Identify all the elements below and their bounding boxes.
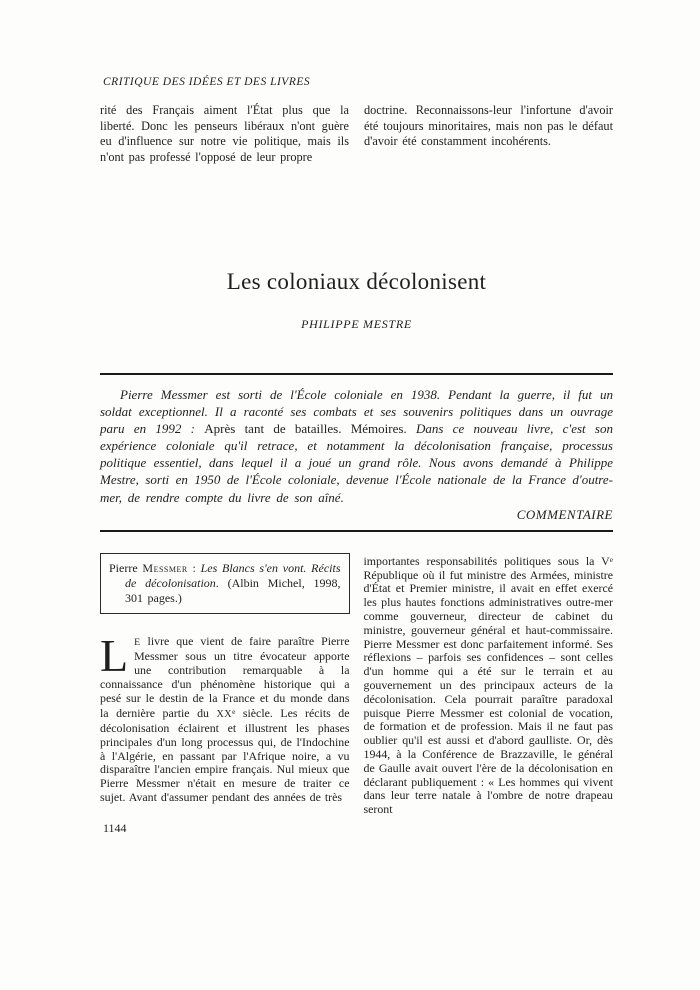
body-left-text-2: siècle. Les récits de décolonisation éclairent et illustrent les phases principales d'un long processus qui, de l'Indochine à l'Algérie, en passant par l'Afrique noire, a vu disparaître l'ancien empire français. Nul mieux que Pierre Messmer n'était en mesure de traiter ce sujet. Avant d'assumer pendant des années de très (100, 706, 350, 804)
republic-numeral: V (601, 553, 610, 568)
lead-cap: E (134, 637, 141, 649)
reference-box (100, 553, 350, 614)
century-numeral: XX (216, 709, 233, 721)
article-title: Les coloniaux décolonisent (226, 269, 487, 294)
lead-text-italic-1: Pierre Messmer est sorti de l'École coloniale en 1938. Pendant la guerre, il fut un soldat exceptionnel. Il a raconté ses combats et ses souvenirs politiques dans un ouvrage paru en 1992 : (100, 387, 613, 437)
article-lead-section (100, 373, 613, 532)
ref-publication: . (Albin Michel, 1998, 301 pages.) (125, 575, 341, 605)
body-left-paragraph (100, 630, 350, 804)
body-left-text-1: livre que vient de faire paraître Pierre Messmer sous un titre évocateur apporte une contribution remarquable à la connaissance d'un phénomène historique qui a pesé sur le destin de la France et du monde dans la dernière partie du (100, 634, 350, 721)
prev-article-right-column: doctrine. Reconnaissons-leur l'infortune d'avoir été toujours minoritaires, mais non pas le défaut d'avoir été constamment incohérents. (364, 103, 613, 149)
lead-text-italic-2: Dans ce nouveau livre, c'est son expérience coloniale qu'il retrace, et notamment la décolonisation française, processus politique essentiel, dans lequel il a joué un grand rôle. Nous avons demandé à Philippe Mestre, sorti en 1950 de l'École coloniale, devenue l'École nationale de la France d'outre-mer, de rendre compte du livre de son aîné. (100, 421, 613, 505)
article-lead (100, 386, 613, 506)
reference-citation (109, 561, 341, 605)
ref-author-surname: Messmer (142, 561, 188, 575)
ref-book-title: Les Blancs s'en vont. Récits de décolonisation (125, 561, 341, 590)
bottom-divider (100, 530, 613, 532)
century-superscript: e (232, 707, 236, 717)
body-right-text-2: République où il fut ministre des Armées, ministre d'État et Premier ministre, il avait en effet exercé les plus hautes fonctions administratives outre-mer comme gouverneur, directeur de cabinet du ministre, gouverneur général et haut-commissaire. Pierre Messmer est donc parfaitement informé. Ses réflexions – parfois ses confidences – sont celles d'un homme qui a été sur le terrain et au gouvernement un des principaux acteurs de la décolonisation. Cela pourrait paraître paradoxal puisque Pierre Messmer est colonial de vocation, de formation et de profession. Mais il ne faut pas oublier qu'il est aussi et d'abord gaulliste. Or, dès 1944, à la Conférence de Brazzaville, le général de Gaulle avait ouvert l'ère de la décolonisation en déclarant publiquement : « Les hommes qui vivent dans leur terre natale à l'ombre de notre drapeau seront (363, 567, 613, 817)
body-left-column (100, 553, 350, 817)
republic-superscript: e (609, 555, 613, 564)
body-right-paragraph (364, 553, 614, 817)
body-right-text-1: importantes responsabilités politiques sous la (363, 553, 602, 568)
article-author: PHILIPPE MESTRE (301, 317, 412, 331)
top-divider (100, 373, 613, 375)
ref-author-first: Pierre (109, 561, 143, 575)
previous-article-end (100, 103, 613, 166)
drop-cap: L (100, 630, 129, 682)
prev-article-left-column: rité des Français aiment l'État plus que la liberté. Donc les penseurs libéraux n'ont guère eu d'influence sur notre vie politique, mais ils n'ont pas professé l'opposé de leur propre (100, 103, 349, 165)
lead-rubric: COMMENTAIRE (516, 506, 613, 522)
lead-book-title: Après tant de batailles. Mémoires. (204, 421, 407, 437)
body-right-column (364, 553, 614, 817)
page-number: 1144 (103, 821, 127, 835)
ref-colon: : (187, 561, 201, 575)
running-header: CRITIQUE DES IDÉES ET DES LIVRES (103, 76, 311, 88)
article-body (100, 553, 613, 817)
